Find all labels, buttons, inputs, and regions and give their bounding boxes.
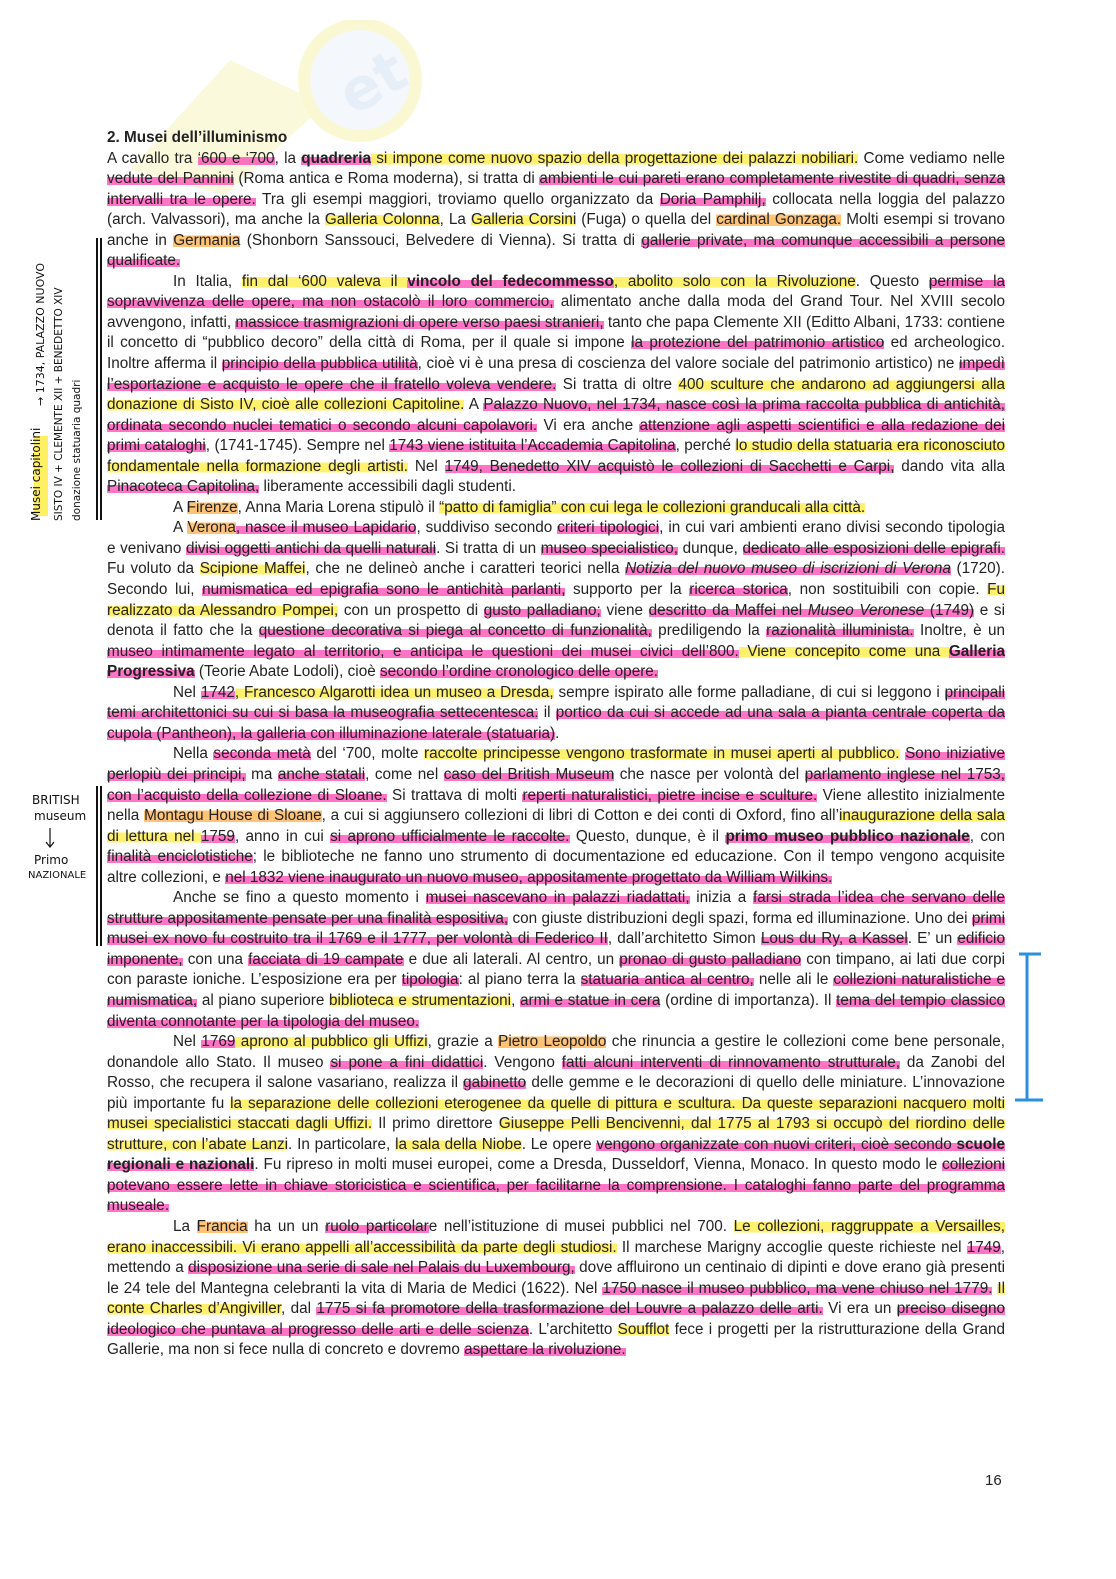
highlighted-text: Galleria Colonna — [324, 211, 440, 229]
highlighted-text: criteri tipologici — [557, 519, 660, 537]
highlighted-text: pronao di gusto palladiano — [619, 950, 802, 968]
note-nazionale: NAZIONALE — [28, 870, 87, 881]
highlighted-text: lo studio della statuaria era riconosciuto fondamentale nella formazione degli artisti. — [107, 437, 1005, 475]
note-british: BRITISH — [32, 793, 80, 807]
highlighted-text: museo specialistico, — [540, 539, 678, 557]
text-run: La — [173, 1217, 197, 1235]
highlighted-text: Francia — [196, 1217, 248, 1235]
highlighted-text: primo museo pubblico nazionale — [725, 827, 970, 845]
highlighted-text: disposizione una serie di sale nel Palais du Luxembourg, — [188, 1259, 575, 1277]
highlighted-text: Doria Pamphilj, — [659, 190, 766, 208]
text-run: In Italia, — [173, 272, 242, 290]
highlighted-text: Montagu House di Sloane — [144, 807, 322, 825]
highlighted-text: 400 sculture che andarono ad aggiungersi alla donazione di Sisto IV, cioè alle collezioni Capitoline. — [107, 375, 1006, 414]
highlighted-text: 1743 viene istituita l’Accademia Capitolina — [389, 437, 676, 455]
highlighted-text: Soufflot — [617, 1320, 670, 1338]
highlighted-text: 1775 si fa promotore della trasformazione del Louvre a palazzo delle arti. — [316, 1300, 823, 1318]
highlighted-text: vengono organizzate con nuovi criteri, cioè secondo — [596, 1135, 957, 1153]
highlighted-text: descritto da Maffei nel — [648, 601, 808, 619]
text-run: , perché — [675, 437, 736, 455]
highlighted-text: (1749) — [924, 601, 975, 619]
note-museum: museum — [34, 809, 87, 823]
text-run: Fu voluto da — [107, 560, 200, 578]
text-run: Nel — [408, 457, 445, 475]
text-run: (1720). Secondo lui, — [107, 560, 1006, 599]
highlighted-text: si aprono ufficialmente le raccolte. — [330, 827, 570, 845]
margin-rule-british-inner — [100, 786, 102, 946]
text-run: A — [464, 396, 484, 414]
highlighted-text: quadreria — [301, 149, 371, 167]
highlighted-text: Notizia del nuovo museo di iscrizioni di Verona — [625, 560, 951, 578]
note-papi: SISTO IV + CLEMENTE XII + BENEDETTO XIV — [53, 287, 65, 521]
text-run: Il primo direttore — [372, 1115, 499, 1133]
text-run: , (1741-1745). Sempre nel — [205, 437, 390, 455]
highlighted-text: secondo l’ordine cronologico delle opere. — [379, 663, 659, 681]
text-run: . Fu ripreso in molti musei europei, come a Dresda, Dusseldorf, Vienna, Monaco. In questo modo le — [254, 1156, 943, 1174]
text-run: sempre ispirato alle forme palladiane, di cui si leggono i — [553, 683, 945, 701]
text-run: A — [173, 519, 188, 537]
text-run: , cioè vi è una presa di coscienza del valore sociale del patrimonio artistico) ne — [417, 355, 960, 373]
text-run: A cavallo tra — [107, 149, 198, 167]
highlighted-text: , nasce il museo Lapidario — [235, 519, 417, 537]
text-run: (Teorie Abate Lodoli), cioè — [194, 663, 380, 681]
paragraph — [107, 744, 1005, 888]
highlighted-text: razionalità illuminista. — [766, 622, 914, 640]
text-run: inizia a — [689, 889, 754, 907]
text-run: alimentato anche dalla moda del Grand Tour. Nel XVIII secolo avvengono, infatti, — [107, 293, 1005, 331]
text-run: . — [555, 724, 560, 742]
highlighted-text: vedute del Pannini — [107, 170, 234, 188]
highlighted-text: parlamento inglese nel 1753, con l’acquisto della collezione di Sloane. — [107, 765, 1005, 804]
highlighted-text: impedì l’esportazione e acquisto le opere che il fratello voleva vendere. — [107, 355, 1005, 393]
highlighted-text: Fu realizzato da Alessandro Pompei, — [107, 581, 1005, 619]
text-run: che nasce per volontà del — [614, 765, 805, 783]
text-run: Viene allestito inizialmente nella — [107, 786, 1005, 825]
text-run: . Si tratta di un — [436, 539, 541, 557]
text-run: fece i progetti per la ristrutturazione della Grand Gallerie, ma non si fece nulla di concreto e dovremo — [107, 1320, 1005, 1359]
text-run: Molti esempi si trovano anche in — [107, 211, 1005, 249]
text-run: al piano superiore — [197, 991, 330, 1009]
highlighted-text: numismatica ed epigrafia sono le antichità parlanti, — [202, 581, 566, 599]
text-run: Tra gli esempi maggiori, troviamo quello organizzato da — [255, 190, 660, 208]
paragraph — [107, 1217, 1005, 1361]
paragraph — [107, 888, 1005, 1032]
highlighted-text: nasce così la prima raccolta pubblica di antichità, ordinata secondo nuclei tematici o secondo alcuni capolavori. — [107, 396, 1005, 434]
text-run: Il marchese Marigny accoglie queste richieste nel — [616, 1238, 967, 1256]
highlighted-text: vincolo del fedecommesso — [407, 272, 614, 290]
note-musei-capitolini: Musei capitolini — [29, 427, 43, 521]
highlighted-text: finalità enciclotistiche — [107, 848, 253, 866]
text-run: Nella — [173, 745, 214, 763]
highlighted-text: si pone a fini didattici — [330, 1053, 484, 1071]
highlighted-text: 1749 — [966, 1238, 1001, 1256]
highlighted-text: seconda metà — [213, 745, 311, 763]
text-run: viene — [600, 601, 649, 619]
document-body — [107, 128, 1005, 1361]
paragraph — [107, 272, 1005, 498]
highlighted-text: Palazzo Nuovo, nel 1734, — [483, 396, 661, 414]
highlighted-text: aprono al pubblico gli Uffizi — [235, 1033, 428, 1051]
paragraph — [107, 1032, 1005, 1217]
highlighted-text: ruolo particolar — [325, 1217, 429, 1235]
text-run: . Vengono — [483, 1053, 562, 1071]
highlighted-text: 1749, Benedetto XIV acquistò le collezioni di Sacchetti e Carpi, — [444, 457, 895, 475]
highlighted-text: Verona — [187, 519, 236, 537]
highlighted-text: Pinacoteca Capitolina, — [107, 478, 260, 496]
text-run: liberamente accessibili dagli studenti. — [259, 478, 517, 496]
highlighted-text: ricerca storica — [689, 581, 788, 599]
text-run: da Zanobi del Rosso, che recupera il salone vasariano, realizza il — [107, 1053, 1005, 1092]
text-run: nelle ali le — [753, 971, 834, 989]
text-run: , dall’architetto Simon — [607, 930, 761, 948]
highlighted-text: Viene concepito come una — [738, 642, 949, 660]
highlighted-text: scuole regionali e nazionali — [107, 1135, 1005, 1174]
text-run: Nel — [173, 1033, 202, 1051]
highlighted-text: la sala della Niobe — [395, 1135, 522, 1153]
text-run: (ordine di importanza). Il — [660, 991, 837, 1009]
highlighted-text: , Francesco Algarotti idea un museo a Dresda, — [234, 683, 554, 701]
highlighted-text: gusto palladiano; — [483, 601, 601, 619]
highlighted-text: 1750 nasce il museo pubblico, ma vene chiuso nel 1779. — [602, 1279, 993, 1297]
highlighted-text: statuaria antica al centro, — [580, 971, 754, 989]
note-donazione: donazione statuaria quadri — [71, 379, 83, 521]
highlighted-text: attenzione agli aspetti scientifici e alla redazione dei primi cataloghi — [107, 416, 1005, 455]
text-run: , — [511, 991, 521, 1009]
text-run: (Shonborn Sanssouci, Belvedere di Vienna). Si tratta di — [240, 231, 642, 249]
text-run: e si denota il fatto che la — [107, 601, 1005, 640]
highlighted-text: collezioni potevano essere lette in chiave storicistica e scientifica, per facilitarne la comprensione. I cataloghi fanno parte del programma museale. — [107, 1156, 1005, 1215]
highlighted-text: farsi strada l’idea che servano delle strutture appositamente pensate per una finalità espositiva, — [107, 889, 1005, 927]
text-run: dando vita alla — [894, 457, 1006, 475]
text-run: , la — [274, 149, 302, 167]
margin-rule-capitolini-inner — [100, 238, 102, 520]
highlighted-text: Germania — [173, 231, 241, 249]
text-run: tanto che papa Clemente XII (Editto Albani, 1733: contiene il concetto di “pubblico decoro” della città di Roma, per il quale si impone — [107, 313, 1005, 352]
section-title: 2. Musei dell’illuminismo — [107, 129, 288, 146]
text-run: con una — [182, 950, 249, 968]
text-run: prediligendo la — [651, 622, 767, 640]
highlighted-text: ambienti le cui pareti erano completamente rivestite di quadri, senza intervalli tra le opere. — [107, 170, 1005, 208]
highlighted-text: Scipione Maffei — [199, 560, 306, 578]
highlighted-text: permise la sopravvivenza delle opere, ma non ostacolò il loro commercio, — [107, 272, 1005, 311]
highlighted-text: collezioni naturalistiche e numismatica, — [107, 971, 1005, 1009]
note-primo: Primo — [34, 853, 69, 867]
highlighted-text: 1769 — [201, 1033, 236, 1051]
highlighted-text: fin dal ‘600 valeva il — [241, 272, 408, 290]
highlighted-text: cardinal Gonzaga. — [716, 211, 842, 229]
margin-note-musei-capitolini — [28, 236, 98, 526]
highlighted-text: inaugurazione della sala di lettura nel — [107, 807, 1005, 845]
highlighted-text: Lous du Ry, a Kassel — [760, 930, 908, 948]
highlighted-text: facciata di 19 campate — [248, 950, 404, 968]
text-run: , che ne delineò anche i caratteri teorici nella — [305, 560, 626, 578]
text-run: : al piano terra la — [458, 971, 581, 989]
text-run: (Roma antica e Roma moderna), si tratta di — [233, 170, 540, 188]
text-run: supporto per la — [565, 581, 690, 599]
svg-text:et: et — [326, 35, 419, 129]
text-run: che rinuncia a gestire le collezioni come bene personale, donandole allo Stato. Il museo — [107, 1033, 1006, 1071]
highlighted-text: Galleria Progressiva — [107, 642, 1005, 681]
text-run: ha un un — [247, 1217, 326, 1235]
highlighted-text: Pietro Leopoldo — [498, 1033, 607, 1051]
text-run: ; le biblioteche ne fanno uno strumento di documentazione ed educazione. Con il tempo vengono acquisite altre collezioni, e — [107, 848, 1005, 886]
highlighted-text: si impone come nuovo spazio della progettazione dei palazzi nobiliari. — [370, 149, 859, 167]
text-run: e nell’istituzione di musei pubblici nel 700. — [428, 1217, 734, 1235]
text-run: Si tratta di oltre — [556, 375, 679, 393]
text-run: , Anna Maria Lorena stipulò il — [237, 498, 440, 516]
highlighted-text: musei nascevano in palazzi riadattati, — [425, 889, 690, 907]
highlighted-text: Il conte Charles d’Angiviller — [107, 1279, 1006, 1318]
paragraph — [107, 518, 1005, 682]
highlighted-text: gallerie private, ma comunque accessibili a persone qualificate. — [107, 231, 1005, 270]
text-run: e due ali laterali. Al centro, un — [403, 950, 620, 968]
highlighted-text: “patto di famiglia” con cui lega le collezioni granducali alla città. — [439, 498, 866, 516]
highlighted-text: preciso disegno ideologico che puntava al progresso delle arti e delle scienza — [107, 1300, 1005, 1338]
text-run: . Le opere — [521, 1135, 597, 1153]
paragraph — [107, 683, 1005, 745]
text-run: , con — [969, 827, 1005, 845]
highlighted-text: 1759 — [200, 827, 235, 845]
text-run: A — [173, 498, 187, 516]
text-run: Vi era un — [822, 1300, 897, 1318]
highlighted-text: aspettare la rivoluzione. — [464, 1341, 626, 1359]
highlighted-text: Le collezioni, raggruppate a Versailles, erano inaccessibili. Vi erano appelli all’accessibilità da parte degli studiosi. — [107, 1217, 1005, 1256]
text-run: Nel — [173, 683, 201, 701]
text-run: (Fuga) o quella del — [576, 211, 717, 229]
highlighted-text: Sono iniziative perlopiù dei principi, — [107, 745, 1006, 783]
text-run: . E’ un — [907, 930, 958, 948]
text-run: del ‘700, molte — [310, 745, 425, 763]
highlighted-text: la separazione delle collezioni eterogenee da quelle di pittura e scultura. Da queste separazioni nacquero molti musei specialistici staccati dagli Uffizi. — [107, 1094, 1005, 1133]
highlighted-text: fatti alcuni interventi di rinnovamento strutturale, — [561, 1053, 900, 1071]
highlighted-text: tema del tempio classico diventa connotante per la tipologia del museo. — [107, 991, 1006, 1030]
text-run: , come nel — [365, 765, 444, 783]
text-run: con un prospetto di — [338, 601, 484, 619]
text-run: delle gemme e le decorazioni di quello delle miniature. L’innovazione più importante fu — [107, 1074, 1005, 1112]
highlighted-text: questione decorativa si piega al concetto di funzionalità, — [258, 622, 652, 640]
text-run: . L’architetto — [528, 1320, 618, 1338]
highlighted-text: reperti naturalistici, pietre incise e sculture. — [522, 786, 818, 804]
text-run: ma — [245, 765, 278, 783]
text-run: , suddiviso secondo — [416, 519, 558, 537]
paragraph — [107, 498, 1005, 519]
text-run: Inoltre, è un — [913, 622, 1005, 640]
highlighted-text: museo intimamente legato al territorio, e anticipa le questioni dei musei civici dell’800. — [107, 642, 739, 660]
text-run: ed archeologico. Inoltre afferma il — [107, 334, 1005, 373]
highlighted-text: Galleria Corsini — [470, 211, 577, 229]
highlighted-text: edificio imponente, — [107, 930, 1005, 968]
text-run: Si trattava di molti — [386, 786, 523, 804]
highlighted-text: Museo Veronese — [807, 601, 925, 619]
margin-note-british-museum — [28, 790, 98, 890]
text-run: , non sostituibili con copie. — [787, 581, 988, 599]
text-run: , mettendo a — [107, 1238, 1005, 1277]
text-run: , a cui si aggiunsero collezioni di libri di Cotton e dei conti di Oxford, fino all’ — [321, 807, 839, 825]
text-run: con giuste distribuzioni degli spazi, forma ed illuminazione. Uno dei — [508, 909, 972, 927]
text-run: dunque, — [677, 539, 743, 557]
text-run: , in cui vari ambienti erano divisi secondo tipologia e venivano — [107, 519, 1006, 557]
highlighted-text: raccolte principesse vengono trasformate in musei aperti al pubblico. — [424, 745, 900, 763]
text-run: Vi era anche — [537, 416, 640, 434]
text-run: , grazie a — [427, 1033, 499, 1051]
highlighted-text: portico da cui si accede ad una sala a pianta centrale coperta da cupola (Pantheon), la galleria con illuminazione laterale (statuaria) — [107, 704, 1005, 742]
text-run: con timpano, ai lati due corpi con paraste ioniche. L’esposizione era per — [107, 950, 1005, 989]
text-run: , anno in cui — [234, 827, 331, 845]
text-run: . In particolare, — [288, 1135, 396, 1153]
highlighted-text: 1742 — [200, 683, 235, 701]
text-run: il — [538, 704, 556, 722]
highlighted-text: massicce trasmigrazioni di opere verso paesi stranieri, — [235, 313, 604, 331]
highlighted-text: Giuseppe Pelli Bencivenni, dal 1775 al 1793 si occupò del riordino delle strutture, con l’abate Lanzi — [107, 1115, 1005, 1153]
highlighted-text: primi musei ex novo fu costruito tra il 1769 e il 1777, per volontà di Federico II — [107, 909, 1005, 948]
text-run: Anche se fino a questo momento i — [173, 889, 426, 907]
highlighted-text: , abolito solo con la Rivoluzione — [613, 272, 856, 290]
paragraphs — [107, 149, 1005, 1361]
highlighted-text: principio della pubblica utilità — [221, 355, 418, 373]
highlighted-text: principali temi architettonici su cui si basa la museografia settecentesca: — [107, 683, 1006, 722]
highlighted-text: Firenze — [186, 498, 238, 516]
text-run: , dal — [281, 1300, 317, 1318]
highlighted-text: divisi oggetti antichi da quelli naturali — [185, 539, 437, 557]
text-run: . Questo — [855, 272, 929, 290]
text-run: , La — [439, 211, 471, 229]
text-run: collocata nella loggia del palazzo (arch. Valvassori), ma anche la — [107, 190, 1005, 229]
margin-bracket — [1005, 952, 1045, 1102]
highlighted-text: anche statali — [277, 765, 366, 783]
paragraph — [107, 149, 1005, 272]
highlighted-text: gabinetto — [463, 1074, 527, 1092]
highlighted-text: dedicato alle esposizioni delle epigrafi. — [742, 539, 1005, 557]
highlighted-text: biblioteca e strumentazioni — [329, 991, 512, 1009]
page-number: 16 — [985, 1472, 1002, 1489]
highlighted-text: caso del British Museum — [443, 765, 615, 783]
highlighted-text: tipologia — [401, 971, 459, 989]
note-palazzo-nuovo: → 1734, PALAZZO NUOVO — [34, 262, 47, 406]
text-run: dove affluirono un centinaio di dipinti e dove erano già presenti le 24 tele del Mantegna celebranti la vita di Maria de Medici (1622). Nel — [107, 1259, 1005, 1297]
highlighted-text: nel 1832 viene inaugurato un nuovo museo, appositamente progettato da William Wilkins. — [225, 868, 833, 886]
text-run: Come vediamo nelle — [858, 149, 1006, 167]
highlighted-text: ‘600 e ‘700 — [197, 149, 275, 167]
text-run: Questo, dunque, è il — [569, 827, 726, 845]
highlighted-text: armi e statue in cera — [520, 991, 661, 1009]
highlighted-text: la protezione del patrimonio artistico — [631, 334, 885, 352]
